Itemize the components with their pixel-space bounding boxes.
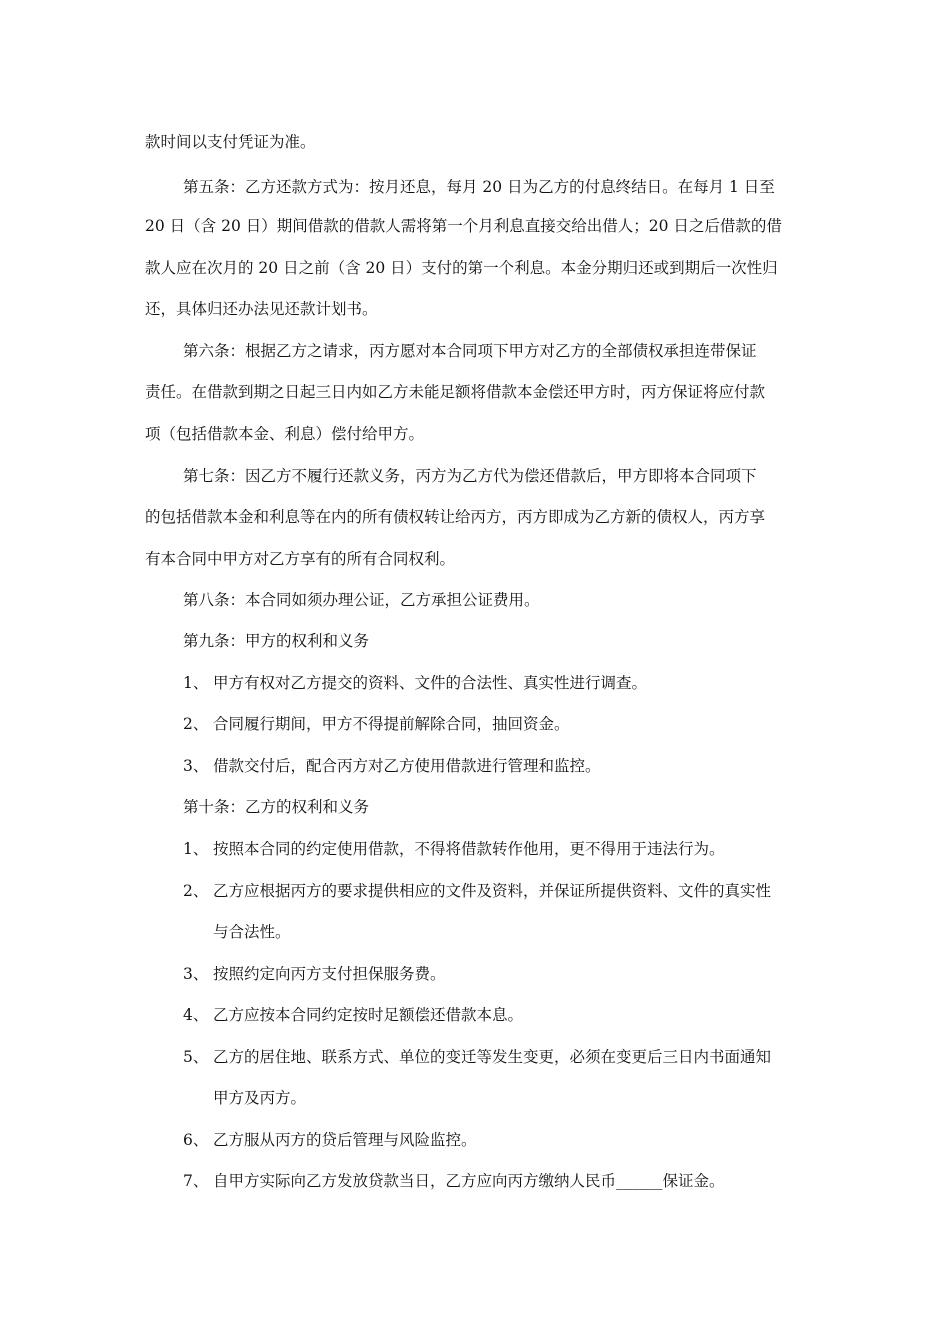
paragraph-line: 20 日（含 20 日）期间借款的借款人需将第一个月利息直接交给出借人；20 日之后借款的借 <box>145 217 782 235</box>
list-text: 自甲方实际向乙方发放贷款当日，乙方应向丙方缴纳人民币______保证金。 <box>213 1172 725 1190</box>
list-item <box>183 964 446 984</box>
list-number: 7、 <box>183 1172 209 1190</box>
list-text: 合同履行期间，甲方不得提前解除合同，抽回资金。 <box>213 715 570 733</box>
list-text: 甲方有权对乙方提交的资料、文件的合法性、真实性进行调查。 <box>213 674 648 692</box>
list-text: 乙方应按本合同约定按时足额偿还借款本息。 <box>213 1006 524 1024</box>
article-10: 第十条：乙方的权利和义务 <box>183 798 370 816</box>
list-item <box>183 839 725 859</box>
list-text: 借款交付后，配合丙方对乙方使用借款进行管理和监控。 <box>213 757 601 775</box>
list-item <box>183 756 601 776</box>
paragraph-line: 项（包括借款本金、利息）偿付给甲方。 <box>145 425 425 443</box>
article-6: 第六条：根据乙方之请求，丙方愿对本合同项下甲方对乙方的全部债权承担连带保证 <box>183 342 757 360</box>
article-8: 第八条：本合同如须办理公证，乙方承担公证费用。 <box>183 591 540 609</box>
list-item <box>183 1047 771 1067</box>
paragraph-line: 责任。在借款到期之日起三日内如乙方未能足额将借款本金偿还甲方时，丙方保证将应付款 <box>145 383 766 401</box>
list-number: 2、 <box>183 882 209 900</box>
list-text: 按照约定向丙方支付担保服务费。 <box>213 965 446 983</box>
article-7: 第七条：因乙方不履行还款义务，丙方为乙方代为偿还借款后，甲方即将本合同项下 <box>183 467 757 485</box>
list-text: 乙方服从丙方的贷后管理与风险监控。 <box>213 1131 477 1149</box>
list-item <box>183 1005 523 1025</box>
list-text: 按照本合同的约定使用借款，不得将借款转作他用，更不得用于违法行为。 <box>213 840 725 858</box>
list-number: 2、 <box>183 715 209 733</box>
paragraph-line: 还，具体归还办法见还款计划书。 <box>145 300 378 318</box>
paragraph-line: 款人应在次月的 20 日之前（含 20 日）支付的第一个利息。本金分期归还或到期后一次性归 <box>145 259 778 277</box>
article-5: 第五条：乙方还款方式为：按月还息，每月 20 日为乙方的付息终结日。在每月 1 日至 <box>183 178 775 196</box>
list-number: 4、 <box>183 1006 209 1024</box>
paragraph-line: 款时间以支付凭证为准。 <box>145 133 316 151</box>
list-item <box>183 673 647 693</box>
paragraph-line: 有本合同中甲方对乙方享有的所有合同权利。 <box>145 550 456 568</box>
list-item <box>183 881 771 901</box>
list-text-continuation: 与合法性。 <box>213 923 291 941</box>
list-item <box>183 714 570 734</box>
list-item <box>183 1171 725 1191</box>
paragraph-line: 的包括借款本金和利息等在内的所有债权转让给丙方，丙方即成为乙方新的债权人，丙方享 <box>145 508 766 526</box>
list-number: 1、 <box>183 840 209 858</box>
list-number: 3、 <box>183 757 209 775</box>
list-text: 乙方应根据丙方的要求提供相应的文件及资料，并保证所提供资料、文件的真实性 <box>213 882 772 900</box>
list-number: 6、 <box>183 1131 209 1149</box>
list-number: 1、 <box>183 674 209 692</box>
article-9: 第九条：甲方的权利和义务 <box>183 632 370 650</box>
list-text: 乙方的居住地、联系方式、单位的变迁等发生变更，必须在变更后三日内书面通知 <box>213 1048 772 1066</box>
list-text-continuation: 甲方及丙方。 <box>213 1089 307 1107</box>
list-number: 3、 <box>183 965 209 983</box>
list-item <box>183 1130 477 1150</box>
list-number: 5、 <box>183 1048 209 1066</box>
